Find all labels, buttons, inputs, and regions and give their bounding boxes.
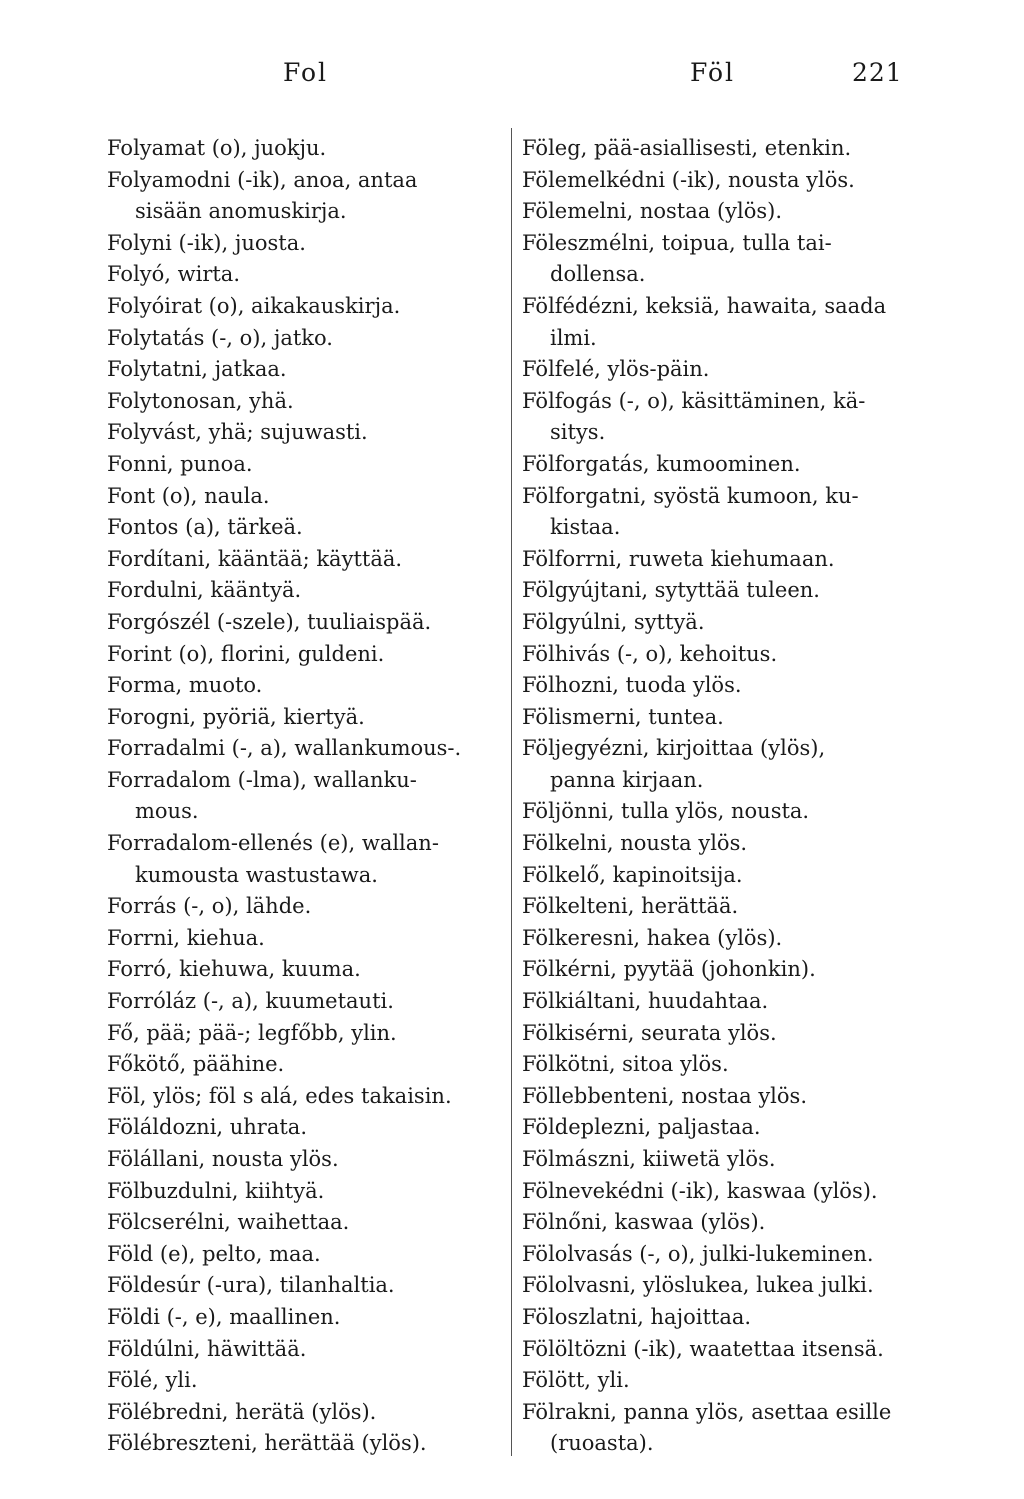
dictionary-entry-line: sisään anomuskirja. bbox=[135, 199, 347, 224]
dictionary-entry-line: Forogni, pyöriä, kiertyä. bbox=[107, 704, 365, 729]
dictionary-entry-line: Forró, kiehuwa, kuuma. bbox=[107, 957, 361, 982]
dictionary-entry-line: Földesúr (-ura), tilanhaltia. bbox=[107, 1273, 395, 1298]
dictionary-entry-line: Folytatni, jatkaa. bbox=[107, 357, 287, 382]
dictionary-entry-line: Folyamodni (-ik), anoa, antaa bbox=[107, 167, 418, 192]
dictionary-entry-line: Fölkelteni, herättää. bbox=[522, 894, 739, 919]
header-left-guideword: Fol bbox=[283, 58, 329, 87]
dictionary-entry-line: Fölkelni, nousta ylös. bbox=[522, 831, 748, 856]
dictionary-entry-line: sitys. bbox=[550, 420, 606, 445]
dictionary-entry-line: Fölkérni, pyytää (johonkin). bbox=[522, 957, 816, 982]
dictionary-entry-line: Fölébreszteni, herättää (ylös). bbox=[107, 1431, 427, 1456]
dictionary-entry-line: kumousta wastustawa. bbox=[135, 862, 378, 887]
left-column bbox=[107, 133, 507, 1460]
dictionary-entry-line: Fölemelkédni (-ik), nousta ylös. bbox=[522, 167, 855, 192]
dictionary-entry-line: Fölrakni, panna ylös, asettaa esille bbox=[522, 1399, 892, 1424]
dictionary-entry-line: Fölforgatás, kumoominen. bbox=[522, 451, 801, 476]
dictionary-entry-line: Fölolvasni, ylöslukea, lukea julki. bbox=[522, 1273, 874, 1298]
dictionary-entry-line: Folyni (-ik), juosta. bbox=[107, 230, 306, 255]
dictionary-entry-line: mous. bbox=[135, 799, 199, 824]
dictionary-entry-line: Forgószél (-szele), tuuliaispää. bbox=[107, 609, 432, 634]
page-header bbox=[0, 58, 1024, 98]
dictionary-entry-line: Fordítani, kääntää; käyttää. bbox=[107, 546, 403, 571]
header-right-guideword: Föl bbox=[690, 58, 736, 87]
column-divider bbox=[511, 128, 512, 1456]
dictionary-entry-line: Fölnevekédni (-ik), kaswaa (ylös). bbox=[522, 1178, 878, 1203]
dictionary-entry-line: Forint (o), florini, guldeni. bbox=[107, 641, 385, 666]
dictionary-entry-line: Föloszlatni, hajoittaa. bbox=[522, 1304, 752, 1329]
dictionary-entry-line: kistaa. bbox=[550, 515, 621, 540]
dictionary-entry-line: Fölismerni, tuntea. bbox=[522, 704, 724, 729]
dictionary-entry-line: Föllebbenteni, nostaa ylös. bbox=[522, 1083, 807, 1108]
dictionary-entry-line: Fölhozni, tuoda ylös. bbox=[522, 673, 742, 698]
dictionary-entry-line: Fölé, yli. bbox=[107, 1368, 198, 1393]
dictionary-entry-line: Fölöltözni (-ik), waatettaa itsensä. bbox=[522, 1336, 884, 1361]
dictionary-entry-line: Forma, muoto. bbox=[107, 673, 263, 698]
dictionary-entry-line: Fölkelő, kapinoitsija. bbox=[522, 862, 743, 887]
dictionary-entry-line: Főkötő, päähine. bbox=[107, 1052, 285, 1077]
dictionary-entry-line: Fölött, yli. bbox=[522, 1368, 630, 1393]
dictionary-entry-line: Fölolvasás (-, o), julki-lukeminen. bbox=[522, 1241, 874, 1266]
dictionary-entry-line: ilmi. bbox=[550, 325, 597, 350]
dictionary-entry-line: Fölmászni, kiiwetä ylös. bbox=[522, 1147, 776, 1171]
dictionary-entry-line: Fő, pää; pää-; legfőbb, ylin. bbox=[107, 1020, 397, 1045]
dictionary-entry-line: Föláldozni, uhrata. bbox=[107, 1115, 308, 1140]
dictionary-entry-line: Fontos (a), tärkeä. bbox=[107, 515, 303, 540]
dictionary-entry-line: Folyóirat (o), aikakauskirja. bbox=[107, 293, 401, 318]
dictionary-entry-line: Font (o), naula. bbox=[107, 483, 270, 508]
dictionary-entry-line: Forradalom (-lma), wallanku- bbox=[107, 767, 417, 792]
dictionary-entry-line: Fölnőni, kaswaa (ylös). bbox=[522, 1210, 766, 1235]
dictionary-entry-line: Fölcserélni, waihettaa. bbox=[107, 1210, 350, 1235]
dictionary-entry-line: Folytatás (-, o), jatko. bbox=[107, 325, 333, 350]
dictionary-entry-line: Fölfédézni, keksiä, hawaita, saada bbox=[522, 293, 887, 318]
dictionary-entry-line: Fonni, punoa. bbox=[107, 451, 253, 476]
dictionary-entry-line: dollensa. bbox=[550, 262, 646, 287]
dictionary-entry-line: Földeplezni, paljastaa. bbox=[522, 1115, 761, 1140]
dictionary-entry-line: Följegyézni, kirjoittaa (ylös), bbox=[522, 736, 826, 761]
dictionary-entry-line: Föleszmélni, toipua, tulla tai- bbox=[522, 230, 832, 255]
right-column bbox=[522, 133, 922, 1460]
dictionary-entry-line: Fölkisérni, seurata ylös. bbox=[522, 1020, 777, 1045]
dictionary-entry-line: Fordulni, kääntyä. bbox=[107, 578, 302, 603]
dictionary-entry-line: Fölgyújtani, sytyttää tuleen. bbox=[522, 578, 820, 603]
dictionary-entry-line: Fölkötni, sitoa ylös. bbox=[522, 1052, 729, 1077]
dictionary-entry-line: Forradalmi (-, a), wallankumous-. bbox=[107, 736, 462, 761]
dictionary-entry-line: Föleg, pää-asiallisesti, etenkin. bbox=[522, 136, 852, 160]
dictionary-entry-line: Fölébredni, herätä (ylös). bbox=[107, 1399, 377, 1424]
dictionary-entry-line: Fölgyúlni, syttyä. bbox=[522, 609, 705, 634]
dictionary-entry-line: Följönni, tulla ylös, nousta. bbox=[522, 799, 810, 824]
dictionary-entry-line: Fölfelé, ylös-päin. bbox=[522, 357, 710, 382]
dictionary-entry-line: Forrás (-, o), lähde. bbox=[107, 894, 312, 919]
dictionary-entry-line: panna kirjaan. bbox=[550, 767, 704, 792]
dictionary-entry-line: Forróláz (-, a), kuumetauti. bbox=[107, 989, 394, 1014]
page-number: 221 bbox=[852, 58, 903, 87]
dictionary-entry-line: Folyvást, yhä; sujuwasti. bbox=[107, 420, 368, 445]
dictionary-entry-line: Folyó, wirta. bbox=[107, 262, 241, 287]
dictionary-entry-line: Fölemelni, nostaa (ylös). bbox=[522, 199, 783, 224]
dictionary-entry-line: Föld (e), pelto, maa. bbox=[107, 1241, 321, 1266]
dictionary-entry-line: Földi (-, e), maallinen. bbox=[107, 1304, 341, 1329]
dictionary-entry-line: Fölfogás (-, o), käsittäminen, kä- bbox=[522, 388, 866, 413]
dictionary-entry-line: Fölforrni, ruweta kiehumaan. bbox=[522, 546, 835, 571]
dictionary-entry-line: Fölbuzdulni, kiihtyä. bbox=[107, 1178, 325, 1203]
dictionary-entry-line: Fölhivás (-, o), kehoitus. bbox=[522, 641, 778, 666]
dictionary-entry-line: Fölforgatni, syöstä kumoon, ku- bbox=[522, 483, 859, 508]
dictionary-entry-line: Föl, ylös; föl s alá, edes takaisin. bbox=[107, 1083, 452, 1108]
dictionary-entry-line: (ruoasta). bbox=[550, 1431, 654, 1456]
dictionary-entry-line: Folytonosan, yhä. bbox=[107, 388, 294, 413]
dictionary-entry-line: Folyamat (o), juokju. bbox=[107, 136, 327, 160]
dictionary-entry-line: Földúlni, häwittää. bbox=[107, 1336, 307, 1361]
dictionary-entry-line: Fölkeresni, hakea (ylös). bbox=[522, 925, 783, 950]
dictionary-entry-line: Fölállani, nousta ylös. bbox=[107, 1147, 339, 1171]
dictionary-entry-line: Forradalom-ellenés (e), wallan- bbox=[107, 831, 439, 856]
dictionary-entry-line: Fölkiáltani, huudahtaa. bbox=[522, 989, 769, 1014]
dictionary-entry-line: Forrni, kiehua. bbox=[107, 925, 265, 950]
